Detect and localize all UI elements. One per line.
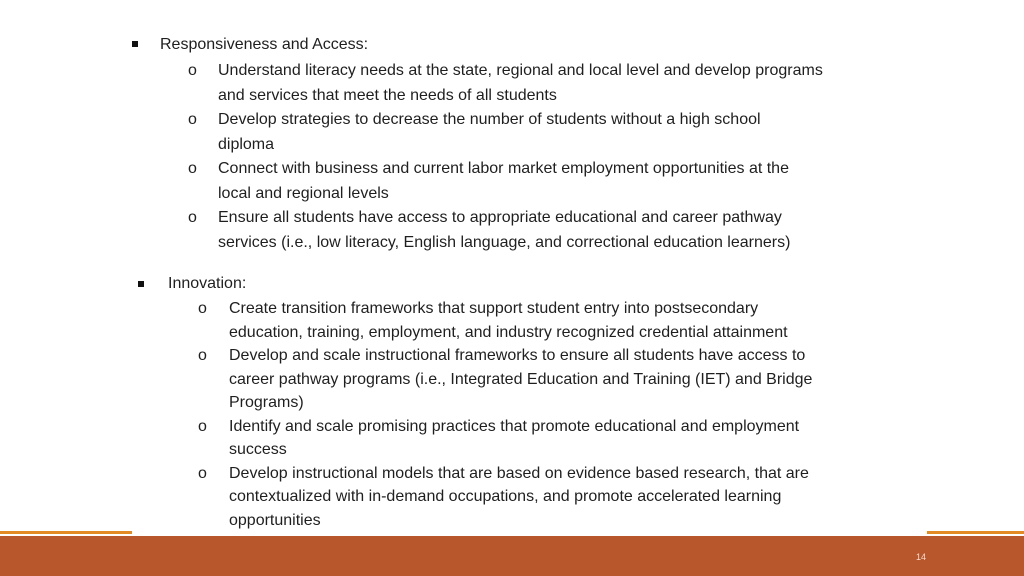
list-item-line: Understand literacy needs at the state, regional and local level and develop programs [218,62,823,79]
circle-bullet-icon: o [198,300,207,317]
section-responsiveness-access [130,34,890,255]
list-item-line: success [229,441,287,458]
circle-bullet-icon: o [188,209,197,226]
list-item-line: services (i.e., low literacy, English language, and correctional education learners) [218,233,791,251]
square-bullet-icon [132,41,138,47]
list-item [198,344,918,415]
list-item-line: local and regional levels [218,184,389,202]
section-heading [134,273,934,295]
list-item-line: education, training, employment, and industry recognized credential attainment [229,323,788,341]
circle-bullet-icon: o [198,417,207,435]
page-number: 14 [916,552,927,562]
section-innovation [134,273,934,532]
list-item-line: Develop and scale instructional frameworks to ensure all students have access to [229,347,806,364]
circle-bullet-icon: o [188,111,197,128]
list-item [198,297,918,344]
footer-accent-line-left [0,531,132,534]
list-item-line: Connect with business and current labor market employment opportunities at the [218,160,789,177]
list-item [188,108,878,157]
circle-bullet-icon: o [198,347,207,364]
list-item [198,415,918,462]
bullet-list [198,297,918,532]
footer-accent-line-right [927,531,1024,534]
square-bullet-icon [138,281,144,287]
list-item-line: career pathway programs (i.e., Integrated Education and Training (IET) and Bridge [229,370,813,388]
list-item-line: Programs) [229,394,304,411]
list-item [188,206,878,255]
list-item-line: Develop strategies to decrease the number of students without a high school [218,111,761,128]
list-item [188,157,878,206]
circle-bullet-icon: o [198,464,207,482]
list-item-line: contextualized with in-demand occupations, and promote accelerated learning [229,488,782,505]
circle-bullet-icon: o [188,160,197,177]
list-item [188,59,878,108]
list-item-line: diploma [218,135,275,153]
list-item [198,462,918,533]
circle-bullet-icon: o [188,62,197,79]
list-item-line: Identify and scale promising practices that promote educational and employment [229,417,800,435]
list-item-line: and services that meet the needs of all students [218,86,557,104]
list-item-line: Create transition frameworks that support student entry into postsecondary [229,300,759,317]
section-heading [130,34,890,56]
list-item-line: Ensure all students have access to appropriate educational and career pathway [218,209,782,226]
section-heading-text: Responsiveness and Access: [160,36,369,53]
bullet-list [188,59,878,255]
section-heading-text: Innovation: [168,275,247,292]
list-item-line: Develop instructional models that are based on evidence based research, that are [229,464,809,482]
footer-band [0,536,1024,576]
list-item-line: opportunities [229,511,321,529]
